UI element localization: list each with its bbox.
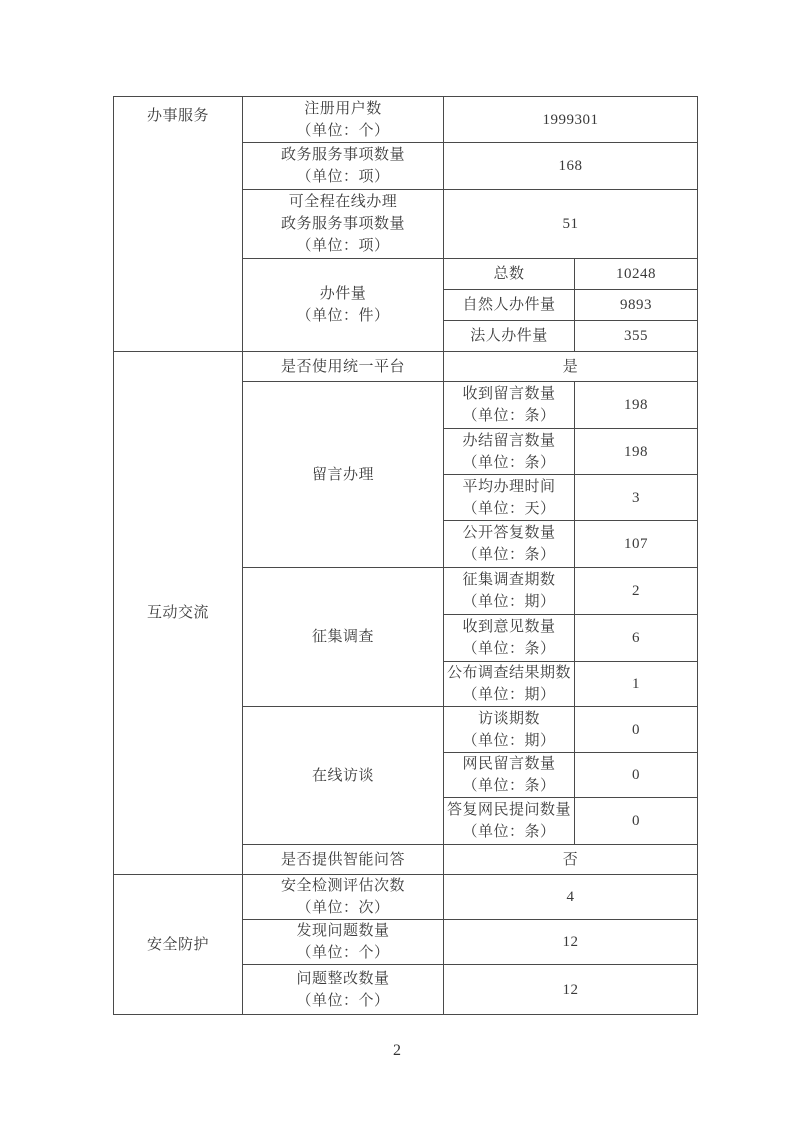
submetric-unit: （单位：条） bbox=[462, 547, 556, 563]
submetric-label: 网民留言数量 bbox=[462, 756, 556, 772]
metric-value: 12 bbox=[444, 965, 698, 1015]
metric-label-cell bbox=[243, 143, 444, 190]
category-cell-service bbox=[114, 97, 243, 352]
submetric-value: 198 bbox=[575, 382, 698, 429]
metric-value: 4 bbox=[444, 875, 698, 920]
metric-label-cell bbox=[243, 352, 444, 382]
metric-value: 12 bbox=[444, 920, 698, 965]
submetric-unit: （单位：条） bbox=[462, 824, 556, 840]
submetric-value: 1 bbox=[575, 662, 698, 707]
metric-unit: （单位：次） bbox=[296, 900, 390, 916]
submetric-label-cell bbox=[444, 475, 575, 521]
submetric-value: 3 bbox=[575, 475, 698, 521]
metric-label: 注册用户数 bbox=[304, 100, 382, 117]
submetric-value: 2 bbox=[575, 568, 698, 615]
page-number: 2 bbox=[393, 1042, 401, 1059]
metric-value: 51 bbox=[444, 190, 698, 259]
metric-label-cell bbox=[243, 97, 444, 143]
metric-unit: （单位：项） bbox=[296, 169, 390, 185]
submetric-label: 公开答复数量 bbox=[462, 525, 556, 541]
metric-label-cell bbox=[243, 920, 444, 965]
submetric-label-cell bbox=[444, 615, 575, 662]
submetric-label: 访谈期数 bbox=[477, 710, 540, 727]
submetric-label-cell bbox=[444, 429, 575, 475]
metric-label: 发现问题数量 bbox=[296, 923, 390, 939]
metric-label-cell bbox=[243, 259, 444, 352]
table-row bbox=[114, 875, 698, 920]
metric-unit: （单位：个） bbox=[296, 992, 390, 1009]
submetric-unit: （单位：期） bbox=[462, 687, 556, 703]
metric-label: 政务服务事项数量 bbox=[280, 147, 405, 163]
metric-label-cell bbox=[243, 707, 444, 845]
metric-label: 留言办理 bbox=[311, 466, 374, 483]
metric-label-cell bbox=[243, 845, 444, 875]
submetric-label: 法人办件量 bbox=[444, 321, 575, 352]
submetric-unit: （单位：条） bbox=[462, 454, 556, 471]
metric-unit: （单位：件） bbox=[296, 308, 390, 324]
metric-label-cell bbox=[243, 568, 444, 707]
submetric-unit: （单位：条） bbox=[462, 641, 556, 657]
submetric-label: 自然人办件量 bbox=[444, 290, 575, 321]
table-row bbox=[114, 97, 698, 143]
submetric-unit: （单位：条） bbox=[462, 408, 556, 424]
metric-unit: （单位：个） bbox=[296, 945, 390, 961]
metric-unit: （单位：个） bbox=[296, 122, 390, 139]
metric-label: 政务服务事项数量 bbox=[280, 216, 405, 232]
metric-value: 1999301 bbox=[444, 97, 698, 143]
metric-label-cell bbox=[243, 875, 444, 920]
annual-report-table bbox=[113, 96, 698, 1015]
category-label: 互动交流 bbox=[146, 605, 209, 621]
submetric-value: 107 bbox=[575, 521, 698, 568]
submetric-unit: （单位：期） bbox=[462, 732, 556, 749]
submetric-label-cell bbox=[444, 753, 575, 798]
category-label: 安全防护 bbox=[146, 936, 209, 953]
submetric-label: 征集调查期数 bbox=[462, 572, 556, 588]
metric-label: 征集调查 bbox=[311, 629, 374, 645]
metric-label: 在线访谈 bbox=[311, 767, 374, 784]
submetric-value: 6 bbox=[575, 615, 698, 662]
submetric-value: 0 bbox=[575, 707, 698, 753]
table-row bbox=[114, 352, 698, 382]
submetric-label: 公布调查结果期数 bbox=[446, 665, 571, 681]
category-label: 办事服务 bbox=[146, 108, 209, 124]
metric-label: 办件量 bbox=[319, 286, 367, 302]
submetric-label-cell bbox=[444, 521, 575, 568]
submetric-value: 9893 bbox=[575, 290, 698, 321]
submetric-label-cell bbox=[444, 382, 575, 429]
submetric-label: 总数 bbox=[444, 259, 575, 290]
submetric-label: 收到留言数量 bbox=[462, 386, 556, 402]
submetric-label-cell bbox=[444, 662, 575, 707]
metric-label: 可全程在线办理 bbox=[288, 194, 398, 210]
metric-value: 是 bbox=[444, 352, 698, 382]
metric-label-cell bbox=[243, 190, 444, 259]
metric-value: 否 bbox=[444, 845, 698, 875]
submetric-label: 平均办理时间 bbox=[462, 478, 556, 495]
submetric-value: 0 bbox=[575, 753, 698, 798]
metric-label: 是否提供智能问答 bbox=[280, 851, 405, 868]
submetric-label-cell bbox=[444, 568, 575, 615]
submetric-unit: （单位：天） bbox=[462, 500, 556, 517]
metric-label: 是否使用统一平台 bbox=[280, 358, 405, 375]
metric-value: 168 bbox=[444, 143, 698, 190]
submetric-unit: （单位：条） bbox=[462, 778, 556, 794]
submetric-value: 0 bbox=[575, 798, 698, 845]
submetric-label-cell bbox=[444, 798, 575, 845]
submetric-label: 收到意见数量 bbox=[462, 619, 556, 635]
submetric-label: 办结留言数量 bbox=[462, 432, 556, 449]
metric-label-cell bbox=[243, 382, 444, 568]
category-cell-interaction bbox=[114, 352, 243, 875]
submetric-unit: （单位：期） bbox=[462, 594, 556, 610]
metric-label-cell bbox=[243, 965, 444, 1015]
submetric-value: 355 bbox=[575, 321, 698, 352]
metric-label: 安全检测评估次数 bbox=[280, 878, 405, 894]
submetric-label-cell bbox=[444, 707, 575, 753]
metric-unit: （单位：项） bbox=[296, 238, 390, 254]
submetric-value: 10248 bbox=[575, 259, 698, 290]
submetric-value: 198 bbox=[575, 429, 698, 475]
metric-label: 问题整改数量 bbox=[296, 970, 390, 987]
submetric-label: 答复网民提问数量 bbox=[446, 802, 571, 818]
category-cell-security bbox=[114, 875, 243, 1015]
